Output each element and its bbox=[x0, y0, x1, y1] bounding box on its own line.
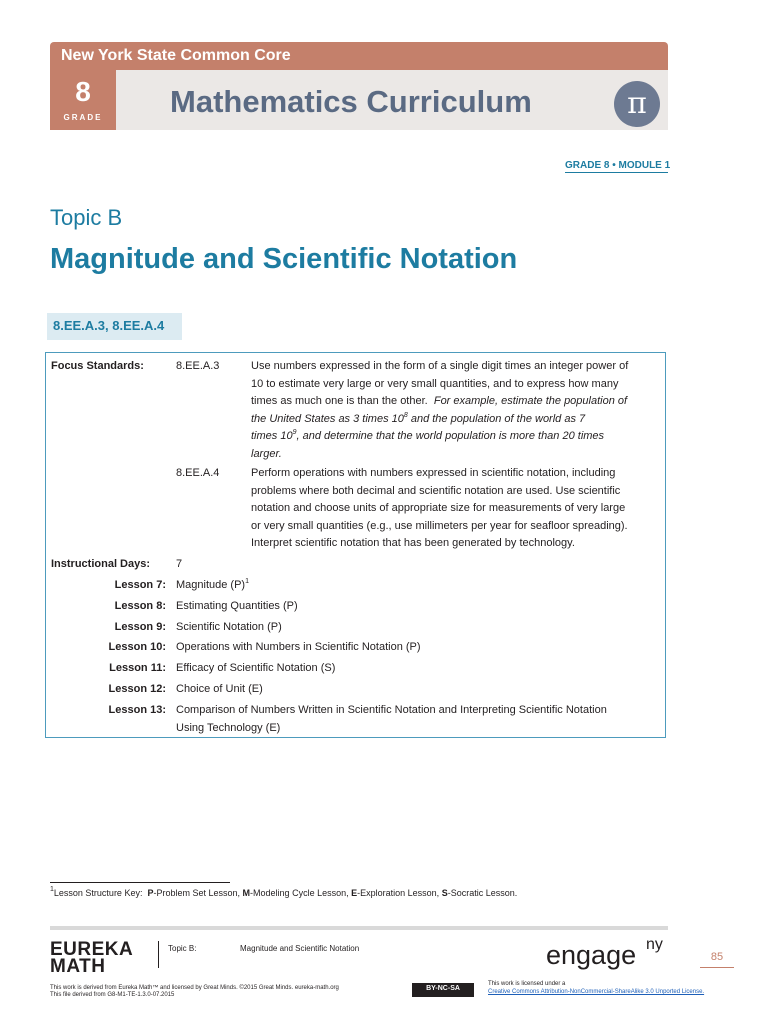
grade-word: GRADE bbox=[63, 113, 103, 122]
lesson-label: Lesson 12: bbox=[108, 683, 166, 695]
lesson-title: Estimating Quantities (P) bbox=[176, 600, 298, 612]
lesson-label: Lesson 7: bbox=[114, 579, 166, 591]
credit-line: This file derived from G8-M1-TE-1.3.0-07.2015 bbox=[50, 992, 175, 998]
standard-line: the United States as 3 times $10^8$ and the population of the world as 7 bbox=[251, 411, 586, 425]
lesson-label: Lesson 8: bbox=[114, 600, 166, 612]
eureka-math-logo: EUREKA MATH bbox=[50, 939, 134, 977]
standard-line: times $10^9$, and determine that the world population is more than 20 times bbox=[251, 429, 605, 442]
lesson-title: Comparison of Numbers Written in Scientific Notation and Interpreting Scientific Notation Using Technology (E) bbox=[176, 704, 607, 734]
focus-standards-label: Focus Standards: bbox=[51, 360, 144, 372]
credit-line: This work is derived from Eureka Math™ and licensed by Great Minds. ©2015 Great Minds. eureka-math.org bbox=[50, 985, 339, 991]
standard-line: or very small quantities (e.g., use millimeters per year for seafloor spreading). bbox=[251, 519, 628, 532]
license-link[interactable]: Creative Commons Attribution-NonCommercial-ShareAlike 3.0 Unported License. bbox=[488, 989, 705, 995]
license-text: This work is licensed under a bbox=[488, 981, 566, 987]
standard-line: 10 to estimate very large or very small quantities, and to express how many bbox=[251, 377, 619, 390]
page-number: 85 bbox=[710, 951, 724, 963]
standard-description bbox=[251, 358, 661, 463]
pi-symbol: π bbox=[627, 86, 647, 121]
lesson-label: Lesson 10: bbox=[108, 641, 166, 653]
topic-title: Magnitude and Scientific Notation bbox=[50, 243, 518, 275]
footnote: $^1$Lesson Structure Key: P-Problem Set Lesson, M-Modeling Cycle Lesson, E-Exploration Lesson, S-Socratic Lesson. bbox=[50, 886, 518, 898]
standard-line: problems where both decimal and scientific notation are used. Use scientific bbox=[251, 484, 621, 497]
footer-separator bbox=[158, 941, 159, 968]
focus-standards-table bbox=[45, 352, 666, 738]
lesson-label: Lesson 13: bbox=[108, 704, 166, 716]
lesson-title: Magnitude $(P)^1$ bbox=[176, 578, 249, 591]
standard-line: Interpret scientific notation that has been generated by technology. bbox=[251, 537, 575, 549]
engageny-logo-sup: ny bbox=[646, 936, 663, 953]
module-underline bbox=[565, 172, 668, 173]
lesson-title: Efficacy of Scientific Notation (S) bbox=[176, 662, 336, 674]
standard-line: larger. bbox=[251, 447, 282, 460]
standard-line: times as much one is than the other. For example, estimate the population of bbox=[251, 395, 628, 407]
standard-code: 8.EE.A.4 bbox=[176, 467, 220, 479]
engageny-logo: engage bbox=[546, 940, 637, 970]
page-number-rule bbox=[700, 967, 734, 968]
standards-codes: 8.EE.A.3, 8.EE.A.4 bbox=[53, 318, 165, 333]
standard-description bbox=[251, 465, 661, 553]
instructional-days-value: 7 bbox=[176, 558, 183, 570]
header-banner-text: New York State Common Core bbox=[61, 47, 291, 64]
lesson-title: Scientific Notation (P) bbox=[176, 621, 282, 633]
topic-label: Topic B bbox=[50, 205, 123, 230]
instructional-days-label: Instructional Days: bbox=[51, 558, 151, 570]
module-label: GRADE 8 • MODULE 1 bbox=[565, 160, 671, 171]
standard-line: Perform operations with numbers expressed in scientific notation, including bbox=[251, 467, 616, 479]
standard-line: notation and choose units of appropriate size for measurements of very large bbox=[251, 502, 626, 514]
footer-divider bbox=[50, 926, 668, 930]
lesson-label: Lesson 11: bbox=[109, 662, 166, 674]
standard-line: Use numbers expressed in the form of a single digit times an integer power of bbox=[251, 360, 629, 372]
grade-number: 8 bbox=[75, 76, 91, 107]
cc-license-badge-text: BY-NC-SA bbox=[426, 985, 460, 992]
footer-topic-name: Magnitude and Scientific Notation bbox=[240, 944, 360, 953]
curriculum-title: Mathematics Curriculum bbox=[170, 84, 532, 119]
footnote-rule bbox=[50, 882, 230, 883]
lesson-label: Lesson 9: bbox=[114, 621, 166, 633]
lesson-title: Choice of Unit (E) bbox=[176, 683, 263, 695]
standard-code: 8.EE.A.3 bbox=[176, 360, 220, 372]
lesson-title: Operations with Numbers in Scientific Notation (P) bbox=[176, 641, 421, 653]
footer-topic-label: Topic B: bbox=[168, 944, 197, 953]
